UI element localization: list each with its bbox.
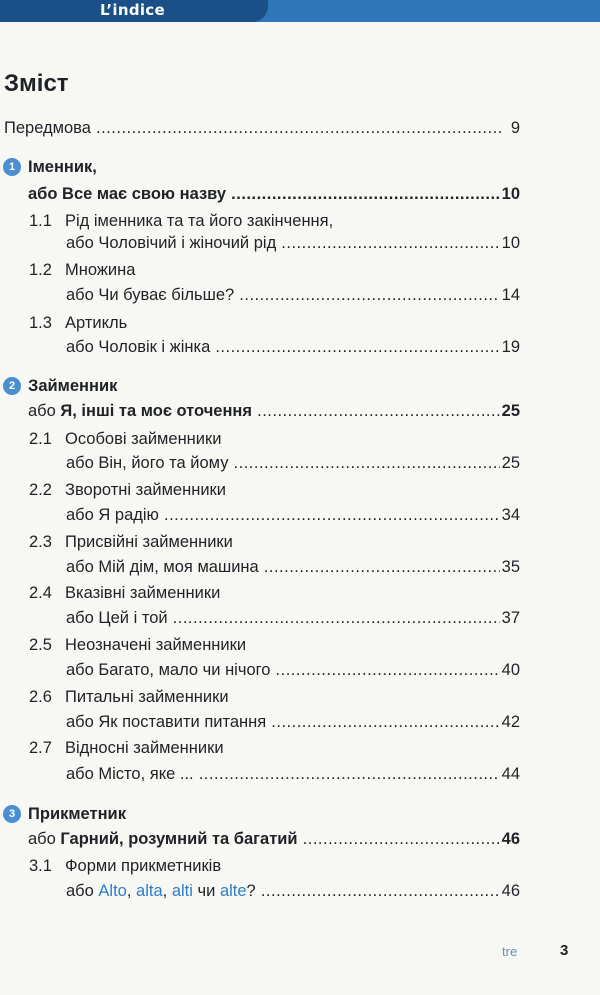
- toc-entry-1-2[interactable]: [0, 281, 600, 309]
- section-subtitle: або Чоловічий і жіночий рід .....: [66, 229, 500, 257]
- section-number: 1.2: [29, 261, 52, 279]
- section-title: Форми прикметників: [65, 857, 222, 875]
- section-number: 1.1: [29, 212, 52, 230]
- footer-word: tre: [502, 944, 518, 959]
- toc-entry-2-6[interactable]: [0, 708, 600, 736]
- section-title: Артикль: [65, 314, 128, 332]
- section-subtitle: або Як поставити питання .....: [66, 708, 500, 736]
- page-ref: 14: [501, 286, 520, 304]
- section-number: 2.4: [29, 584, 52, 602]
- page-ref: 34: [501, 506, 520, 524]
- chapter-subtitle: або Я, інші та моє оточення .....: [28, 397, 500, 425]
- section-subtitle: або Цей і той .....: [66, 604, 500, 632]
- page-ref: 25: [501, 402, 520, 420]
- section-number: 2.6: [29, 688, 52, 706]
- chapter-title: Займенник: [28, 377, 118, 395]
- toc-entry-2-7[interactable]: [0, 760, 600, 788]
- section-number: 2.7: [29, 739, 52, 757]
- section-title: Множина: [65, 261, 136, 279]
- section-subtitle: або Чи буває більше? .....: [66, 281, 500, 309]
- toc-entry-1-1[interactable]: [0, 229, 600, 257]
- page-ref: 35: [501, 558, 520, 576]
- toc-entry-3-1[interactable]: [0, 877, 600, 905]
- header-tab: [0, 0, 268, 22]
- toc-entry-chapter-1[interactable]: [0, 180, 600, 208]
- toc-entry-2-5[interactable]: [0, 656, 600, 684]
- section-subtitle: або Alto, alta, alti чи alte? .....: [66, 877, 500, 905]
- page-title: Зміст: [4, 70, 69, 97]
- section-subtitle: або Він, його та йому .....: [66, 449, 500, 477]
- toc-entry-2-2[interactable]: [0, 501, 600, 529]
- section-title: Відносні займенники: [65, 739, 224, 757]
- page-ref: 37: [501, 609, 520, 627]
- toc-entry-chapter-2[interactable]: [0, 397, 600, 425]
- section-number: 2.2: [29, 481, 52, 499]
- toc-entry-2-1[interactable]: [0, 449, 600, 477]
- page-ref: 25: [501, 454, 520, 472]
- section-title: Питальні займенники: [65, 688, 229, 706]
- chapter-subtitle: або Все має свою назву .....: [28, 180, 500, 208]
- toc-entry-2-3[interactable]: [0, 553, 600, 581]
- section-number: 2.5: [29, 636, 52, 654]
- section-number: 2.3: [29, 533, 52, 551]
- header-title: L’indice: [100, 1, 165, 19]
- section-title: Неозначені займенники: [65, 636, 247, 654]
- page-ref: 46: [501, 882, 520, 900]
- toc-entry-1-3[interactable]: [0, 333, 600, 361]
- page-ref: 10: [501, 185, 520, 203]
- chapter-number-badge: 1: [3, 158, 21, 176]
- section-title: Вказівні займенники: [65, 584, 221, 602]
- page-ref: 40: [501, 661, 520, 679]
- page-ref: 10: [501, 234, 520, 252]
- chapter-title: Іменник,: [28, 158, 97, 176]
- section-number: 1.3: [29, 314, 52, 332]
- section-subtitle: або Багато, мало чи нічого .....: [66, 656, 500, 684]
- toc-entry-2-4[interactable]: [0, 604, 600, 632]
- section-title: Рід іменника та та його закінчення,: [65, 212, 334, 230]
- chapter-title: Прикметник: [28, 805, 126, 823]
- section-subtitle: або Мій дім, моя машина .....: [66, 553, 500, 581]
- toc-entry-chapter-3[interactable]: [0, 825, 600, 853]
- section-subtitle: або Місто, яке ... .....: [66, 760, 500, 788]
- section-number: 2.1: [29, 430, 52, 448]
- section-subtitle: або Чоловік і жінка .....: [66, 333, 500, 361]
- page-number: 3: [560, 942, 569, 959]
- section-title: Присвійні займенники: [65, 533, 233, 551]
- page-ref: 46: [501, 830, 520, 848]
- chapter-number-badge: 3: [3, 805, 21, 823]
- chapter-number-badge: 2: [3, 377, 21, 395]
- chapter-subtitle: або Гарний, розумний та багатий .....: [28, 825, 500, 853]
- page-ref: 44: [501, 765, 520, 783]
- section-subtitle: або Я радію .....: [66, 501, 500, 529]
- section-title: Особові займенники: [65, 430, 222, 448]
- preface-label: Передмова .....: [4, 114, 502, 142]
- page-ref: 9: [510, 119, 520, 137]
- page-ref: 42: [501, 713, 520, 731]
- section-number: 3.1: [29, 857, 52, 875]
- toc-entry-preface[interactable]: [0, 114, 600, 142]
- page-ref: 19: [501, 338, 520, 356]
- section-title: Зворотні займенники: [65, 481, 226, 499]
